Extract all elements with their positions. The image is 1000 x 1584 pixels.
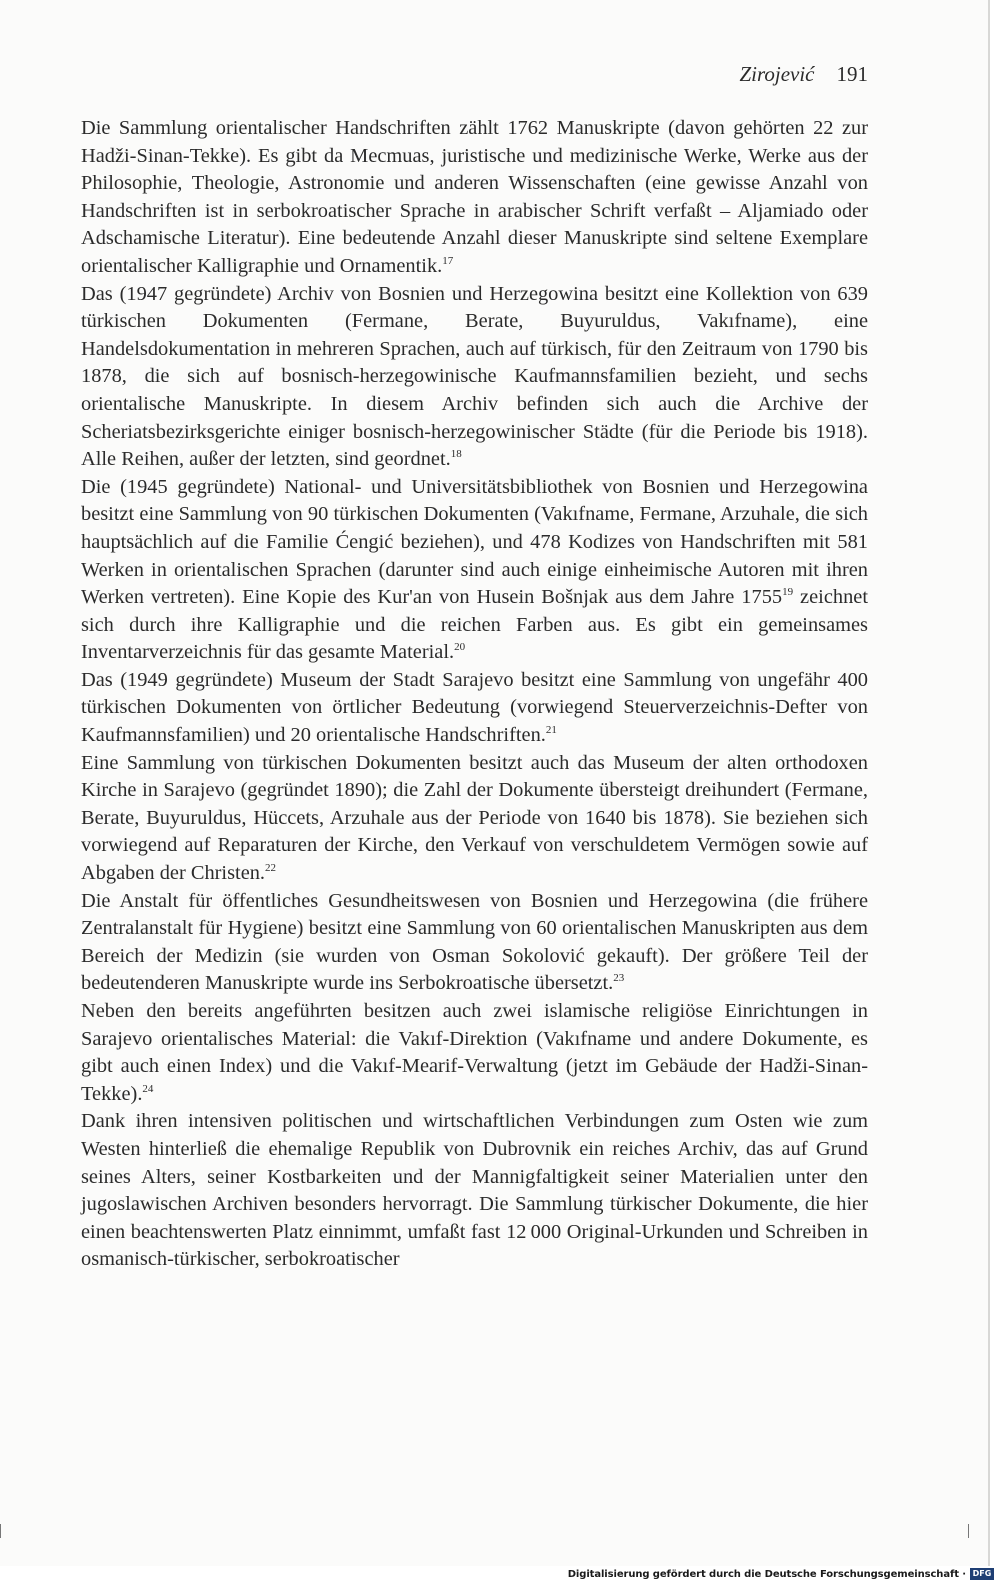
footnote-ref[interactable]: 18 — [450, 448, 462, 461]
scan-crop-mark — [968, 1524, 969, 1538]
page-number: 191 — [836, 62, 868, 86]
footnote-ref[interactable]: 22 — [265, 862, 277, 875]
footnote-ref[interactable]: 20 — [454, 641, 466, 654]
paragraph — [81, 474, 868, 667]
paragraph — [81, 888, 868, 998]
paragraph-text: Neben den bereits angeführten besitzen auch zwei islamische religiöse Einrichtungen in Sarajevo orientalisches Material: die Vakıf-Direktion (Vakıfname und andere Dokumente, es gibt auch einen Index) und die Vakıf-Mearif-Verwaltung (jetzt im Gebäude der Hadži-Sinan-Tekke). — [81, 1000, 868, 1105]
scan-crop-mark — [0, 1524, 1, 1538]
footnote-ref[interactable]: 23 — [613, 972, 625, 985]
paragraph — [81, 667, 868, 750]
paragraph — [81, 115, 868, 281]
footnote-ref[interactable]: 17 — [442, 254, 454, 267]
paragraph-text: Dank ihren intensiven politischen und wirtschaftlichen Verbindungen zum Osten wie zum Westen hinterließ die ehemalige Republik von Dubrovnik ein reiches Archiv, das auf Grund seines Alters, seiner Kostbarkeiten und der Mannigfaltigkeit seiner Materialien unter den jugoslawischen Archiven besonders hervorragt. Die Sammlung türkischer Dokumente, die hier einen beachtenswerten Platz einnimmt, umfaßt fast 12 000 Original-Urkunden und Schreiben in osmanisch-türkischer, serbokroatischer — [81, 1110, 868, 1271]
paragraph-text: Die Sammlung orientalischer Handschriften zählt 1762 Manuskripte (davon gehörten 22 zur Hadži-Sinan-Tekke). Es gibt da Mecmuas, juristische und medizinische Werke, Werke aus der Philosophie, Theologie, Astronomie und anderen Wissenschaften (eine gewisse Anzahl von Handschriften ist in serbokroatischer Sprache in arabischer Schrift verfaßt – Aljamiado oder Adschamische Literatur). Eine bedeutende Anzahl dieser Manuskripte sind seltene Exemplare orientalischer Kalligraphie und Ornamentik. — [81, 117, 868, 277]
footnote-ref[interactable]: 21 — [545, 724, 557, 737]
paragraph-text: Das (1947 gegründete) Archiv von Bosnien und Herzegowina besitzt eine Kollektion von 639 türkischen Dokumenten (Fermane, Berate, Buyuruldus, Vakıfname), eine Handelsdokumentation in mehreren Sprachen, auch auf türkisch, für den Zeitraum von 1790 bis 1878, die sich auf bosnisch-herzegowinische Kaufmannsfamilien bezieht, und sechs orientalische Manuskripte. In diesem Archiv befinden sich auch die Archive der Scheriatsbezirksgerichte einiger bosnisch-herzegowinischer Städte (für die Periode bis 1918). Alle Reihen, außer der letzten, sind geordnet. — [81, 282, 868, 471]
paragraph-text: Die Anstalt für öffentliches Gesundheitswesen von Bosnien und Herzegowina (die frühere Zentralanstalt für Hygiene) besitzt eine Sammlung von 60 orientalischen Manuskripten aus dem Bereich der Medizin (sie wurden von Osman Sokolović gekauft). Der größere Teil der bedeutenderen Manuskripte wurde ins Serbokroatische übersetzt. — [81, 889, 868, 995]
running-head-author: Zirojević — [739, 62, 815, 86]
paragraph — [81, 281, 868, 474]
paragraph — [81, 750, 868, 888]
running-head — [84, 60, 868, 88]
footnote-ref[interactable]: 19 — [782, 586, 794, 599]
paragraph — [81, 1108, 868, 1274]
dfg-logo-icon: DFG — [970, 1568, 994, 1580]
paragraph-text: Eine Sammlung von türkischen Dokumenten besitzt auch das Museum der alten orthodoxen Kirche in Sarajevo (gegründet 1890); die Zahl der Dokumente übersteigt dreihundert (Fermane, Berate, Buyuruldus, Hüccets, Arzuhale aus der Periode von 1640 bis 1878). Sie beziehen sich vorwiegend auf Reparaturen der Kirche, den Verkauf von verschuldetem Vermögen sowie auf Abgaben der Christen. — [81, 751, 868, 885]
digitization-credit: Digitalisierung gefördert durch die Deutsche Forschungsgemeinschaft · — [567, 1569, 966, 1580]
page-edge — [988, 0, 990, 1566]
body-text — [81, 115, 868, 1274]
paragraph-text: Die (1945 gegründete) National- und Universitätsbibliothek von Bosnien und Herzegowina besitzt eine Sammlung von 90 türkischen Dokumenten (Vakıfname, Fermane, Arzuhale, die sich hauptsächlich auf die Familie Ćengić beziehen), und 478 Kodizes von Handschriften mit 581 Werken in orientalischen Sprachen (darunter sind auch einige einheimische Autoren mit ihren Werken vertreten). Eine Kopie des Kur'an von Husein Bošnjak aus dem Jahre 1755 — [81, 475, 868, 609]
footnote-ref[interactable]: 24 — [142, 1082, 154, 1095]
paragraph-text: Das (1949 gegründete) Museum der Stadt Sarajevo besitzt eine Sammlung von ungefähr 400 türkischen Dokumenten von örtlicher Bedeutung (vorwiegend Steuerverzeichnis-Defter von Kaufmannsfamilien) und 20 orientalische Handschriften. — [81, 668, 868, 747]
paragraph — [81, 998, 868, 1108]
paragraph-text: zeichnet sich durch ihre Kalligraphie und die reichen Farben aus. Es gibt ein gemeinsames Inventarverzeichnis für das gesamte Material. — [81, 586, 868, 664]
